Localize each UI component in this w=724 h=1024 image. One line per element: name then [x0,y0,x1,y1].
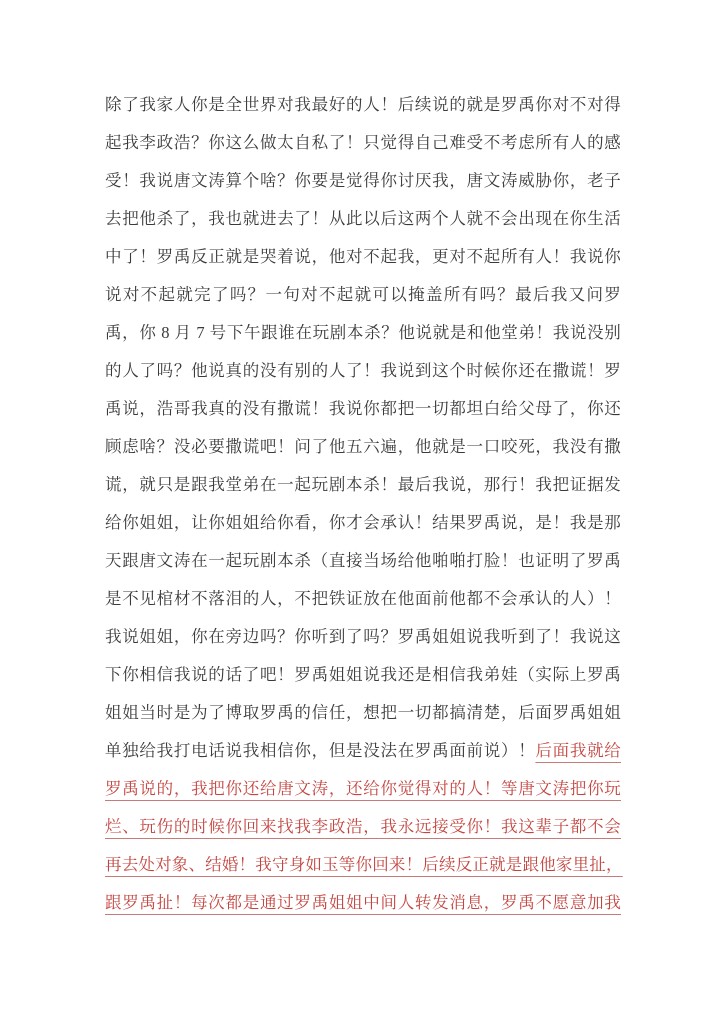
highlighted-text-segment: 后面我就给 [535,741,622,760]
text-segment: 去把他杀了，我也就进去了！从此以后这两个人就不会出现在你生活 [105,209,621,228]
document-line [105,276,621,314]
document-body [105,86,621,922]
text-segment: 起我李政浩？你这么做太自私了！只觉得自己难受不考虑所有人的感 [105,133,621,152]
text-segment: 下你相信我说的话了吧！罗禹姐姐说我还是相信我弟娃（实际上罗禹 [105,665,621,684]
document-line [105,238,621,276]
text-segment: 顾虑啥？没必要撒谎吧！问了他五六遍，他就是一口咬死，我没有撒 [105,437,621,456]
document-line [105,618,621,656]
text-segment: 禹，你 8 月 7 号下午跟谁在玩剧本杀？他说就是和他堂弟！我说没别 [105,323,621,342]
document-line [105,200,621,238]
highlighted-text-segment: 烂、玩伤的时候你回来找我李政浩，我永远接受你！我这辈子都不会 [105,817,621,836]
text-segment: 我说姐姐，你在旁边吗？你听到了吗？罗禹姐姐说我听到了！我说这 [105,627,621,646]
document-line [105,86,621,124]
text-segment: 单独给我打电话说我相信你，但是没法在罗禹面前说）！ [105,741,536,760]
document-line [105,694,621,732]
text-segment: 给你姐姐，让你姐姐给你看，你才会承认！结果罗禹说，是！我是那 [105,513,621,532]
document-line [105,124,621,162]
text-segment: 除了我家人你是全世界对我最好的人！后续说的就是罗禹你对不对得 [105,95,621,114]
document-line [105,162,621,200]
text-segment: 中了！罗禹反正就是哭着说，他对不起我，更对不起所有人！我说你 [105,247,621,266]
document-line [105,428,621,466]
highlighted-text-segment: 罗禹说的，我把你还给唐文涛，还给你觉得对的人！等唐文涛把你玩 [105,779,621,798]
document-line [105,884,621,922]
text-segment: 天跟唐文涛在一起玩剧本杀（直接当场给他啪啪打脸！也证明了罗禹 [105,551,621,570]
text-segment: 说对不起就完了吗？一句对不起就可以掩盖所有吗？最后我又问罗 [105,285,621,304]
document-line [105,656,621,694]
document-line [105,542,621,580]
document-line [105,390,621,428]
text-segment: 的人了吗？他说真的没有别的人了！我说到这个时候你还在撒谎！罗 [105,361,621,380]
highlighted-text-segment: 跟罗禹扯！每次都是通过罗禹姐姐中间人转发消息，罗禹不愿意加我 [105,893,621,912]
document-line [105,846,621,884]
document-line [105,314,621,352]
document-line [105,770,621,808]
text-segment: 姐姐当时是为了博取罗禹的信任，想把一切都搞清楚，后面罗禹姐姐 [105,703,621,722]
text-segment: 谎，就只是跟我堂弟在一起玩剧本杀！最后我说，那行！我把证据发 [105,475,621,494]
document-line [105,504,621,542]
text-segment: 是不见棺材不落泪的人，不把铁证放在他面前他都不会承认的人）！ [105,589,621,608]
highlighted-text-segment: 再去处对象、结婚！我守身如玉等你回来！后续反正就是跟他家里扯， [105,855,623,874]
text-segment: 禹说，浩哥我真的没有撒谎！我说你都把一切都坦白给父母了，你还 [105,399,621,418]
document-line [105,580,621,618]
document-line [105,732,621,770]
text-segment: 受！我说唐文涛算个啥？你要是觉得你讨厌我，唐文涛威胁你，老子 [105,171,621,190]
document-line [105,808,621,846]
document-line [105,466,621,504]
document-line [105,352,621,390]
